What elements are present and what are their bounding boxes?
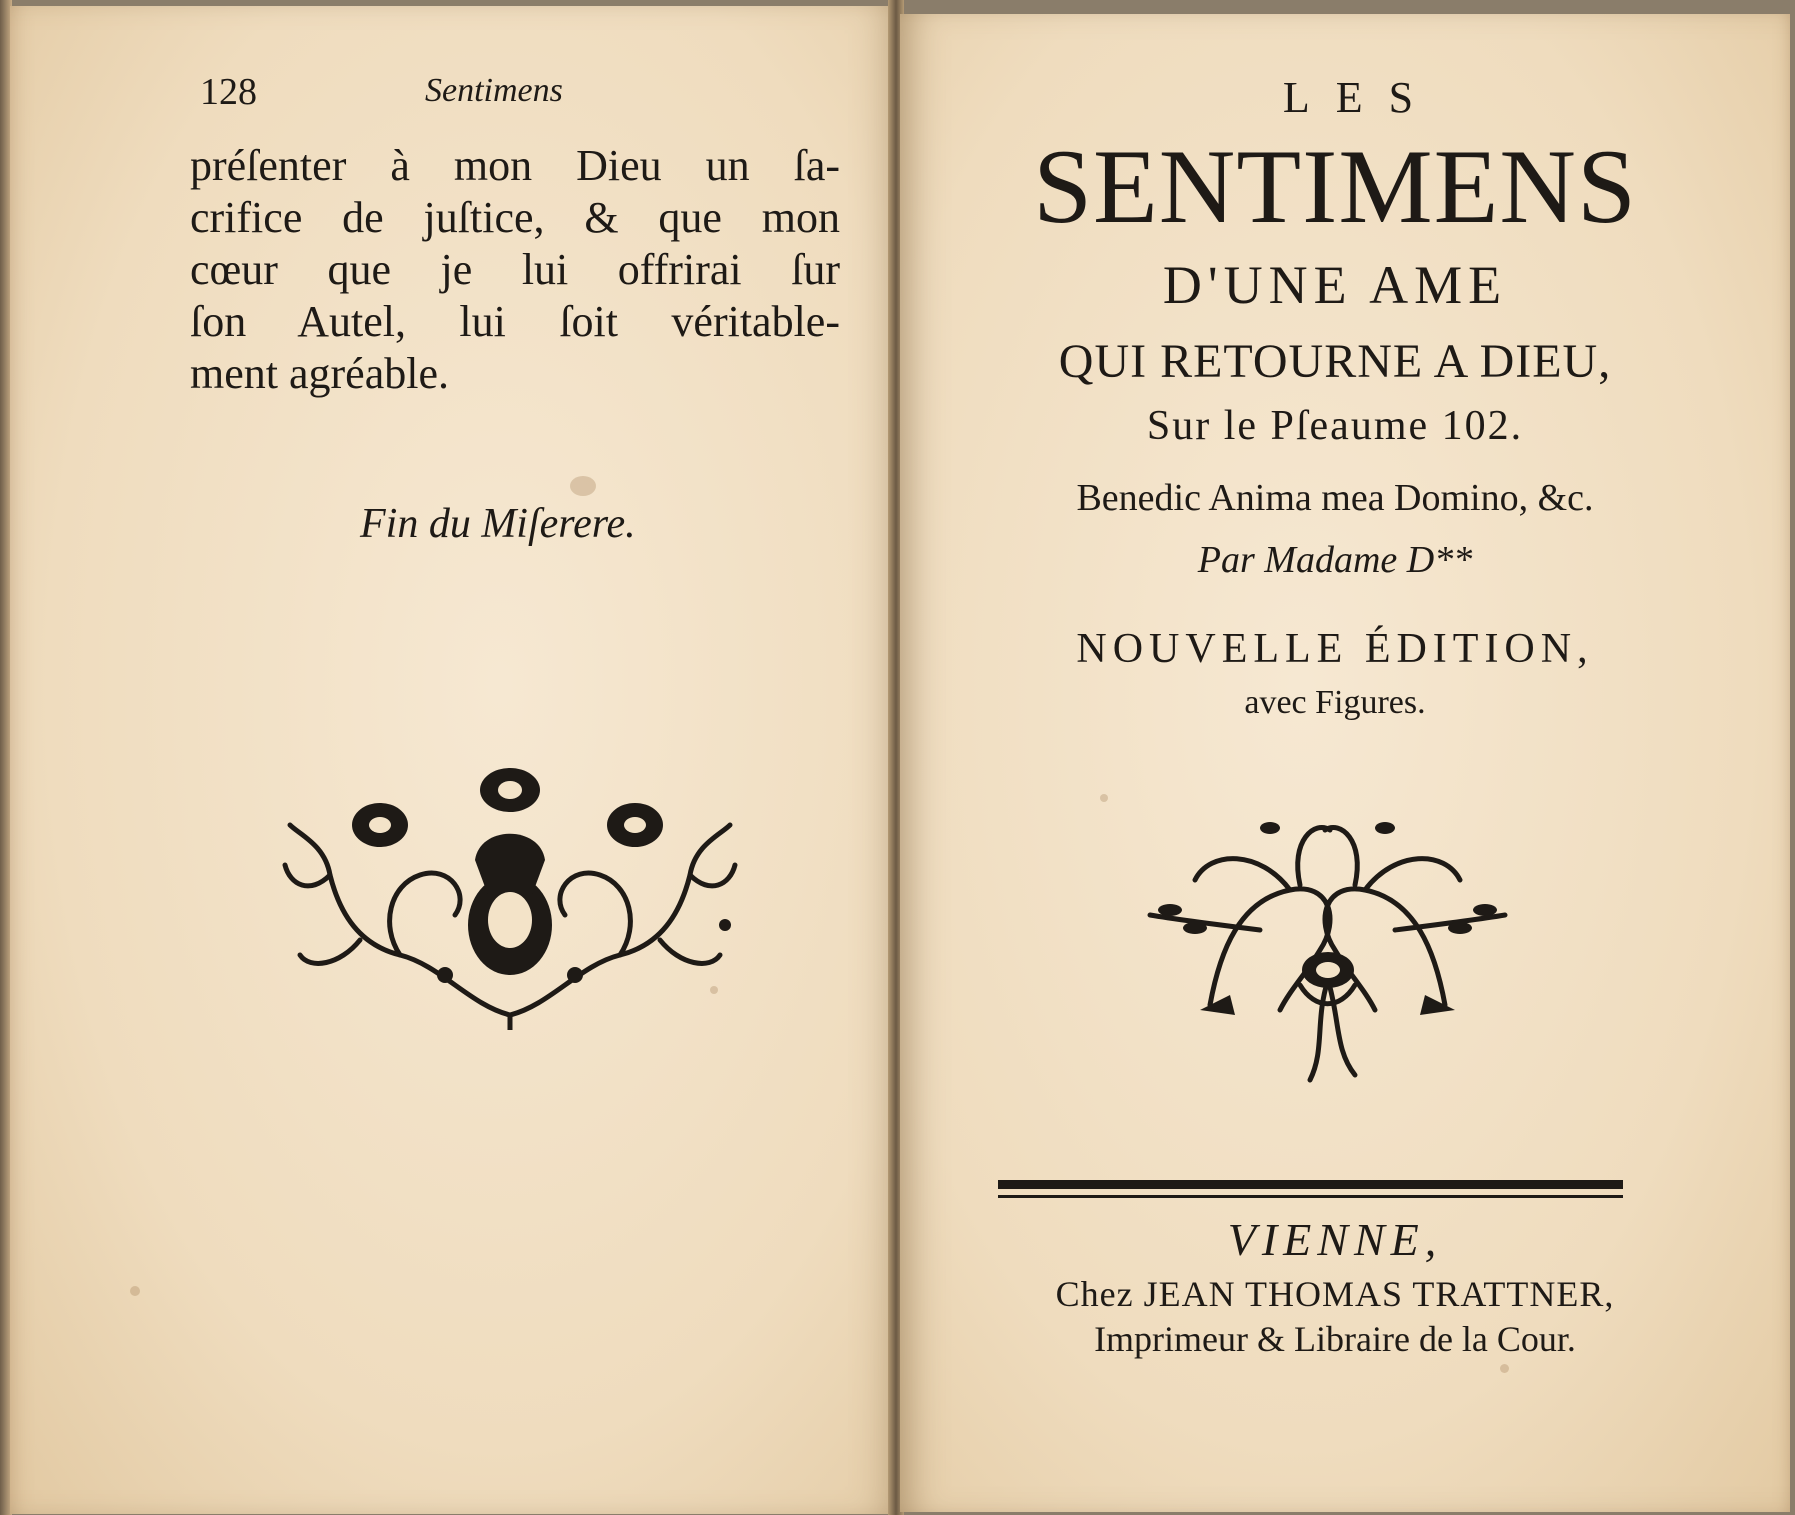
fleuron-cornucopia-ornament bbox=[1140, 810, 1515, 1090]
title-latin: Benedic Anima mea Domino, &c. bbox=[1076, 477, 1594, 519]
title-les: LES bbox=[1282, 73, 1440, 122]
fleuron-vase-ornament bbox=[270, 765, 750, 1030]
double-rule-thick bbox=[998, 1180, 1623, 1189]
body-text bbox=[190, 140, 840, 400]
imprint-printer: Chez JEAN THOMAS TRATTNER, bbox=[1055, 1274, 1615, 1314]
running-title: Sentimens bbox=[425, 72, 563, 109]
double-rule-thin bbox=[998, 1195, 1623, 1198]
body-line: crifice de juſtice, & que mon bbox=[190, 193, 840, 242]
running-head bbox=[200, 70, 620, 120]
edition-subtitle: avec Figures. bbox=[1244, 684, 1426, 721]
imprint-city: VIENNE, bbox=[1227, 1214, 1443, 1265]
title-main: SENTIMENS bbox=[1033, 128, 1637, 245]
body-line: préſenter à mon Dieu un ſa- bbox=[190, 141, 840, 190]
edition-line: NOUVELLE ÉDITION, bbox=[1076, 626, 1594, 672]
body-line: ment agréable. bbox=[190, 349, 449, 398]
page-number: 128 bbox=[200, 71, 257, 113]
title-line-3: QUI RETOURNE A DIEU, bbox=[1058, 335, 1612, 388]
author-line: Par Madame D** bbox=[1197, 539, 1473, 581]
title-line-2: D'UNE AME bbox=[1162, 255, 1508, 315]
imprint-role: Imprimeur & Libraire de la Cour. bbox=[1094, 1319, 1576, 1359]
title-line-4: Sur le Pſeaume 102. bbox=[1146, 403, 1524, 449]
colophon: Fin du Miſerere. bbox=[360, 501, 636, 547]
body-line: cœur que je lui offrirai ſur bbox=[190, 245, 840, 294]
body-line: ſon Autel, lui ſoit véritable- bbox=[190, 297, 840, 346]
